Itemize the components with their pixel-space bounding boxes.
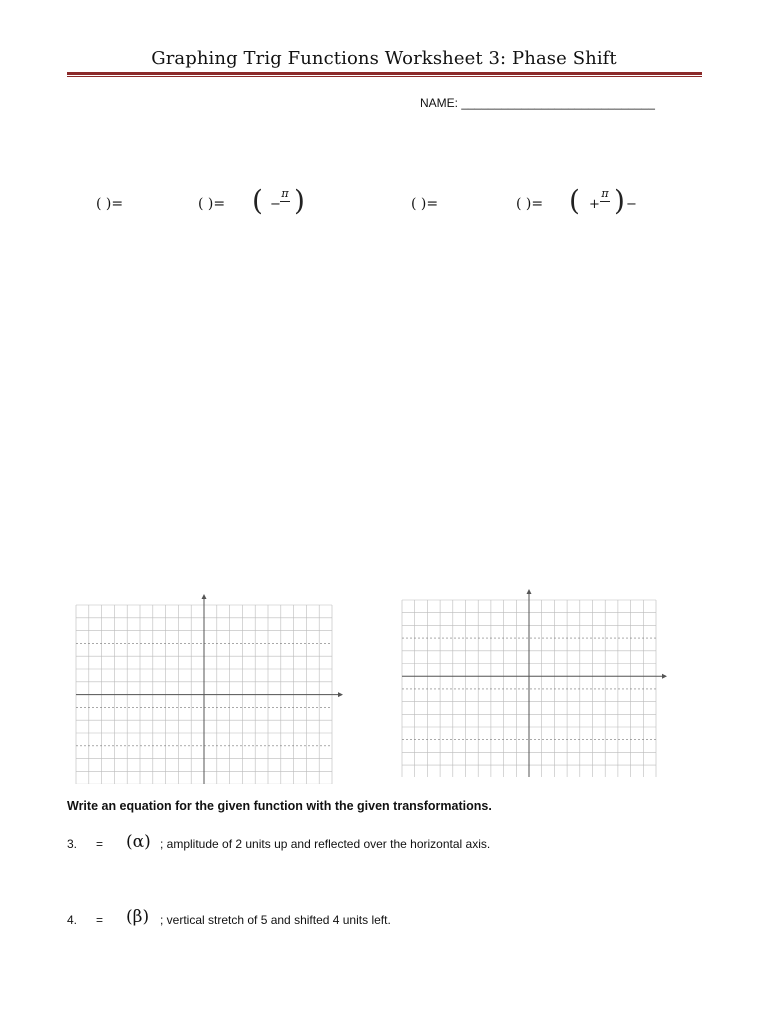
y-axis-arrow-icon [202,594,207,599]
question-3-text: ; amplitude of 2 units up and reflected over the horizontal axis. [160,837,491,851]
question-4-equals: = [96,913,104,927]
question-3-number: 3. [67,837,78,851]
function-1-open-paren: ( [252,184,263,217]
function-1-fraction [280,188,290,202]
graph-grid-2[interactable] [397,582,672,777]
function-2-lhs: ( )= [411,196,439,212]
title-rule-thin [67,76,702,77]
graph-grid-1[interactable] [70,588,350,784]
question-3-equals: = [96,837,104,851]
question-4-number: 4. [67,913,78,927]
title-rule-thick [67,72,702,75]
function-1-lhs: ( )= [96,196,124,212]
instruction-text: Write an equation for the given function with the given transformations. [67,799,492,813]
function-2-fraction [600,188,610,202]
function-1-numerator: π [281,187,289,200]
y-axis-arrow-icon [527,589,532,594]
question-4-text: ; vertical stretch of 5 and shifted 4 units left. [160,913,391,927]
name-field[interactable]: NAME: _____________________________ [420,96,655,110]
function-2-numerator: π [601,187,609,200]
worksheet-title: Graphing Trig Functions Worksheet 3: Phase Shift [151,48,617,69]
function-2-rhs-lhs: ( )= [516,196,544,212]
function-2-inner-sign: + [589,197,600,212]
function-1-close-paren: ) [294,184,305,217]
x-axis-arrow-icon [338,692,343,697]
function-2-close-paren: ) [614,184,625,217]
function-2-open-paren: ( [569,184,580,217]
function-2-trailing: − [626,197,637,212]
function-1-rhs-lhs: ( )= [198,196,226,212]
function-1-inner-sign: − [270,197,281,212]
question-3-argument: (α) [126,832,151,852]
question-4-argument: (β) [126,907,150,927]
x-axis-arrow-icon [662,674,667,679]
